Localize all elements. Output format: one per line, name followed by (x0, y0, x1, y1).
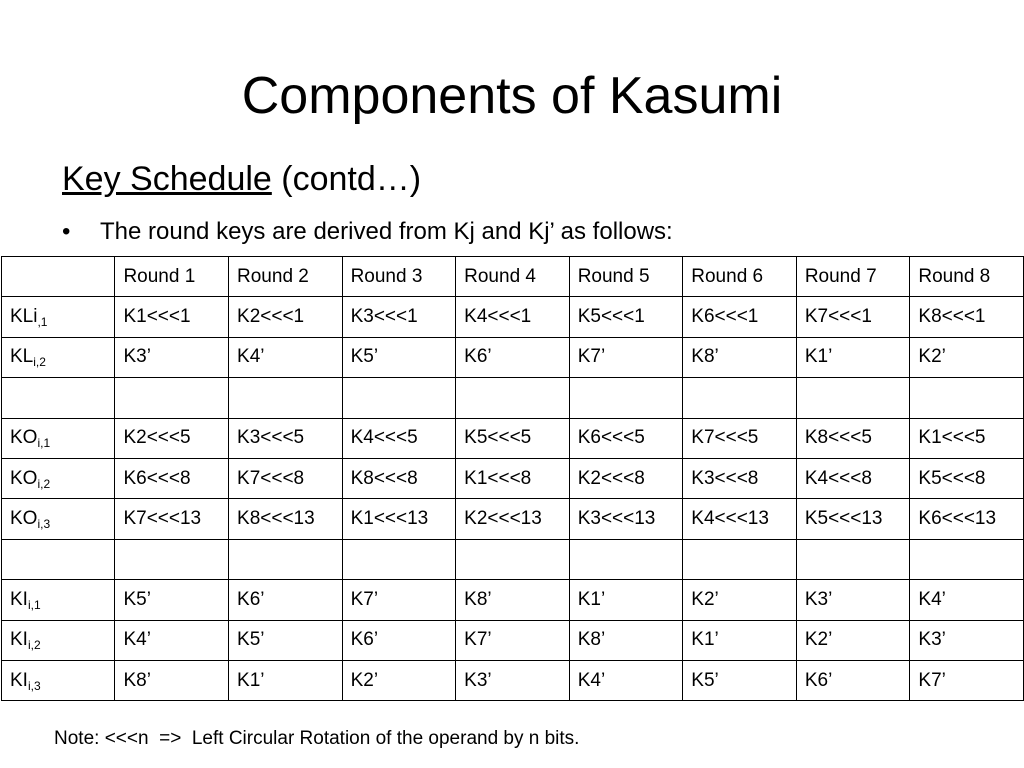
header-cell-round-8: Round 8 (910, 257, 1024, 297)
table-cell: K5<<<13 (796, 499, 910, 539)
table-cell: K3<<<5 (229, 418, 343, 458)
table-cell (115, 539, 229, 579)
table-cell: K8<<<13 (229, 499, 343, 539)
table-cell: K6<<<1 (683, 297, 797, 337)
row-label: KI (10, 629, 28, 651)
row-label-cell (2, 297, 115, 337)
table-cell: K2’ (910, 337, 1024, 377)
table-row (2, 660, 1024, 700)
table-cell: K2’ (796, 620, 910, 660)
table-cell: K3<<<8 (683, 458, 797, 498)
table-cell: K2<<<13 (456, 499, 570, 539)
table-row (2, 499, 1024, 539)
table-cell: K1<<<5 (910, 418, 1024, 458)
bullet-dot-icon: • (62, 218, 71, 245)
row-label: KL (10, 346, 34, 368)
table-cell: K6’ (796, 660, 910, 700)
table-row (2, 620, 1024, 660)
row-label-subscript: i,3 (37, 517, 51, 532)
table-cell: K7<<<1 (796, 297, 910, 337)
table-cell: K8<<<5 (796, 418, 910, 458)
table-cell: K7’ (342, 580, 456, 620)
row-label: KLi (10, 306, 38, 328)
row-label-subscript: i,2 (27, 638, 41, 653)
table-cell: K8’ (456, 580, 570, 620)
table-cell (910, 378, 1024, 418)
table-cell: K2<<<5 (115, 418, 229, 458)
table-cell: K7’ (910, 660, 1024, 700)
table-row (2, 418, 1024, 458)
table-cell: K7’ (456, 620, 570, 660)
slide-title: Components of Kasumi (241, 67, 783, 125)
table-cell: K3’ (115, 337, 229, 377)
table-cell: K5<<<8 (910, 458, 1024, 498)
header-cell-round-3: Round 3 (342, 257, 456, 297)
row-label-cell (2, 539, 115, 579)
table-cell: K4<<<8 (796, 458, 910, 498)
table-cell (796, 378, 910, 418)
table-cell: K5’ (115, 580, 229, 620)
table-cell: K4’ (569, 660, 683, 700)
table-cell: K5<<<1 (569, 297, 683, 337)
header-cell-round-4: Round 4 (456, 257, 570, 297)
table-cell (569, 539, 683, 579)
table-row (2, 580, 1024, 620)
header-cell-round-1: Round 1 (115, 257, 229, 297)
row-label-subscript: ,1 (37, 315, 48, 330)
section-heading (62, 156, 421, 202)
table-cell (683, 378, 797, 418)
table-cell (456, 378, 570, 418)
table-cell: K6’ (342, 620, 456, 660)
row-label-subscript: i,2 (33, 355, 46, 370)
table-cell: K5’ (229, 620, 343, 660)
table-header-row (2, 257, 1024, 297)
table-cell (342, 539, 456, 579)
table-cell: K4<<<13 (683, 499, 797, 539)
table-cell: K4<<<1 (456, 297, 570, 337)
table-cell: K6<<<8 (115, 458, 229, 498)
row-label: KO (10, 467, 38, 489)
table-cell (910, 539, 1024, 579)
table-cell: K2<<<1 (229, 297, 343, 337)
table-cell (569, 378, 683, 418)
table-cell: K1’ (569, 580, 683, 620)
row-label-cell (2, 499, 115, 539)
table-cell: K6<<<13 (910, 499, 1024, 539)
table-cell (342, 378, 456, 418)
table-cell: K1’ (229, 660, 343, 700)
footnote: Note: <<<n => Left Circular Rotation of the operand by n bits. (54, 728, 580, 749)
table-cell: K1’ (796, 337, 910, 377)
row-label: KI (10, 669, 28, 691)
table-cell (229, 539, 343, 579)
table-cell: K4’ (910, 580, 1024, 620)
table-row (2, 297, 1024, 337)
table-cell: K1<<<1 (115, 297, 229, 337)
table-cell: K1<<<13 (342, 499, 456, 539)
header-cell-round-6: Round 6 (683, 257, 797, 297)
row-label: KI (10, 588, 28, 610)
table-cell: K7<<<13 (115, 499, 229, 539)
table-cell (456, 539, 570, 579)
row-label-subscript: i,1 (27, 597, 41, 612)
row-label-cell (2, 660, 115, 700)
row-label: KO (10, 427, 38, 449)
round-key-table (1, 256, 1024, 701)
table-cell: K3’ (456, 660, 570, 700)
table-cell: K5’ (683, 660, 797, 700)
bullet-text: The round keys are derived from Kj and Kj’ as follows: (100, 218, 673, 245)
table-cell: K2<<<8 (569, 458, 683, 498)
section-heading-underlined: Key Schedule (62, 160, 272, 198)
table-row (2, 378, 1024, 418)
row-label-subscript: i,3 (27, 678, 41, 693)
table-cell: K8<<<1 (910, 297, 1024, 337)
row-label-cell (2, 458, 115, 498)
row-label-cell (2, 620, 115, 660)
table-cell: K6’ (456, 337, 570, 377)
table-cell: K3<<<1 (342, 297, 456, 337)
row-label: KO (10, 508, 38, 530)
table-cell: K7<<<5 (683, 418, 797, 458)
row-label-subscript: i,1 (37, 436, 51, 451)
header-cell-round-7: Round 7 (796, 257, 910, 297)
table-row (2, 337, 1024, 377)
table-cell: K3<<<13 (569, 499, 683, 539)
table-cell (796, 539, 910, 579)
table-cell: K7’ (569, 337, 683, 377)
section-heading-rest: (contd…) (271, 160, 422, 198)
row-label-cell (2, 580, 115, 620)
row-label-cell (2, 418, 115, 458)
header-cell-round-2: Round 2 (229, 257, 343, 297)
table-cell: K8’ (569, 620, 683, 660)
table-row (2, 539, 1024, 579)
row-label-cell (2, 337, 115, 377)
table-cell: K1<<<8 (456, 458, 570, 498)
table-cell: K6’ (229, 580, 343, 620)
table-cell: K3’ (910, 620, 1024, 660)
table-cell: K1’ (683, 620, 797, 660)
row-label-subscript: i,2 (37, 476, 51, 491)
table-cell: K8<<<8 (342, 458, 456, 498)
table-cell: K3’ (796, 580, 910, 620)
table-cell (683, 539, 797, 579)
table-cell: K6<<<5 (569, 418, 683, 458)
table-cell: K2’ (342, 660, 456, 700)
row-label-cell (2, 378, 115, 418)
table-cell: K4’ (229, 337, 343, 377)
table-cell: K8’ (683, 337, 797, 377)
table-cell: K2’ (683, 580, 797, 620)
table-cell: K8’ (115, 660, 229, 700)
table-row (2, 458, 1024, 498)
table-cell (229, 378, 343, 418)
table-cell: K7<<<8 (229, 458, 343, 498)
header-corner-cell (2, 257, 115, 297)
header-cell-round-5: Round 5 (569, 257, 683, 297)
table-cell: K5’ (342, 337, 456, 377)
table-cell: K4’ (115, 620, 229, 660)
table-cell: K5<<<5 (456, 418, 570, 458)
table-cell (115, 378, 229, 418)
bullet-item (62, 214, 673, 250)
table-cell: K4<<<5 (342, 418, 456, 458)
